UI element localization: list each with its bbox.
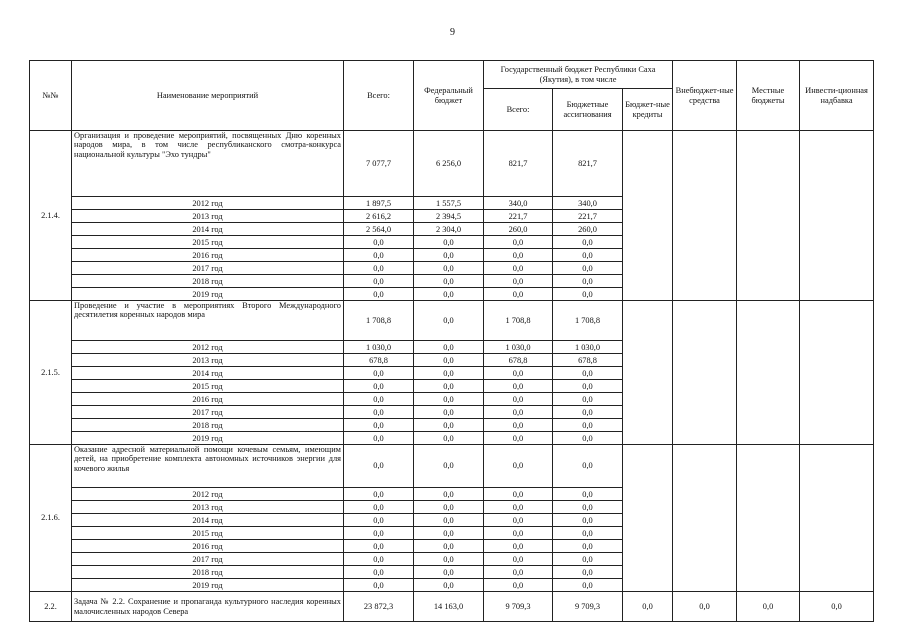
section-name: Оказание адресной материальной помощи кочевым семьям, имеющим детей, на приобретение комплекта автономных источников энергии для кочевого жилья: [72, 445, 344, 488]
header-name: Наименование мероприятий: [72, 61, 344, 131]
year-rep-total: 0,0: [484, 275, 553, 288]
year-rep-assign: 0,0: [553, 406, 623, 419]
year-federal: 1 557,5: [414, 197, 484, 210]
task-local: 0,0: [737, 592, 800, 622]
year-rep-total: 0,0: [484, 406, 553, 419]
year-label: 2013 год: [72, 501, 344, 514]
section-rep-credit: [623, 301, 673, 445]
year-label: 2016 год: [72, 249, 344, 262]
year-rep-assign: 0,0: [553, 566, 623, 579]
section-total: 0,0: [344, 445, 414, 488]
year-rep-assign: 340,0: [553, 197, 623, 210]
year-label: 2019 год: [72, 579, 344, 592]
year-rep-total: 0,0: [484, 249, 553, 262]
year-rep-assign: 0,0: [553, 432, 623, 445]
year-label: 2014 год: [72, 223, 344, 236]
year-total: 0,0: [344, 406, 414, 419]
section-federal: 6 256,0: [414, 131, 484, 197]
year-total: 0,0: [344, 514, 414, 527]
header-invest: Инвести-ционная надбавка: [800, 61, 874, 131]
year-total: 0,0: [344, 527, 414, 540]
year-federal: 0,0: [414, 527, 484, 540]
task-federal: 14 163,0: [414, 592, 484, 622]
year-rep-total: 260,0: [484, 223, 553, 236]
year-federal: 2 304,0: [414, 223, 484, 236]
task-extra: 0,0: [673, 592, 737, 622]
section-local: [737, 445, 800, 592]
header-federal: Федеральный бюджет: [414, 61, 484, 131]
page-number: 9: [450, 27, 455, 38]
section-rep-credit: [623, 131, 673, 301]
year-rep-assign: 0,0: [553, 236, 623, 249]
section-local: [737, 301, 800, 445]
year-rep-total: 678,8: [484, 354, 553, 367]
table-header: [30, 61, 874, 131]
year-federal: 0,0: [414, 288, 484, 301]
section-invest: [800, 301, 874, 445]
year-federal: 0,0: [414, 553, 484, 566]
year-rep-total: 0,0: [484, 419, 553, 432]
header-total: Всего:: [344, 61, 414, 131]
year-rep-assign: 0,0: [553, 393, 623, 406]
task-rep-total: 9 709,3: [484, 592, 553, 622]
year-total: 0,0: [344, 262, 414, 275]
year-total: 0,0: [344, 288, 414, 301]
year-total: 0,0: [344, 553, 414, 566]
year-label: 2015 год: [72, 380, 344, 393]
section-total: 7 077,7: [344, 131, 414, 197]
year-label: 2012 год: [72, 341, 344, 354]
year-rep-assign: 0,0: [553, 419, 623, 432]
task-total: 23 872,3: [344, 592, 414, 622]
year-rep-assign: 0,0: [553, 367, 623, 380]
year-total: 0,0: [344, 275, 414, 288]
year-total: 0,0: [344, 488, 414, 501]
year-label: 2016 год: [72, 393, 344, 406]
year-rep-total: 1 030,0: [484, 341, 553, 354]
year-total: 0,0: [344, 236, 414, 249]
header-rep-assign: Бюджетные ассигнования: [553, 89, 623, 131]
year-label: 2015 год: [72, 236, 344, 249]
year-federal: 0,0: [414, 341, 484, 354]
year-rep-total: 0,0: [484, 553, 553, 566]
year-federal: 0,0: [414, 501, 484, 514]
header-extra: Внебюджет-ные средства: [673, 61, 737, 131]
year-total: 0,0: [344, 367, 414, 380]
year-federal: 0,0: [414, 432, 484, 445]
year-rep-assign: 0,0: [553, 540, 623, 553]
year-rep-total: 0,0: [484, 393, 553, 406]
task-invest: 0,0: [800, 592, 874, 622]
year-total: 678,8: [344, 354, 414, 367]
year-rep-total: 0,0: [484, 514, 553, 527]
year-rep-assign: 0,0: [553, 275, 623, 288]
year-federal: 0,0: [414, 367, 484, 380]
year-federal: 0,0: [414, 249, 484, 262]
table-body: [30, 131, 874, 622]
section-invest: [800, 445, 874, 592]
section-code: 2.1.6.: [30, 445, 72, 592]
year-label: 2018 год: [72, 566, 344, 579]
year-total: 0,0: [344, 249, 414, 262]
year-label: 2013 год: [72, 354, 344, 367]
header-no: №№: [30, 61, 72, 131]
year-label: 2019 год: [72, 288, 344, 301]
year-total: 0,0: [344, 566, 414, 579]
year-label: 2012 год: [72, 488, 344, 501]
year-total: 0,0: [344, 432, 414, 445]
year-rep-assign: 0,0: [553, 553, 623, 566]
year-rep-assign: 678,8: [553, 354, 623, 367]
section-row: [30, 445, 874, 488]
year-rep-assign: 0,0: [553, 527, 623, 540]
year-total: 0,0: [344, 501, 414, 514]
task-rep-assign: 9 709,3: [553, 592, 623, 622]
section-federal: 0,0: [414, 445, 484, 488]
section-extra: [673, 445, 737, 592]
year-federal: 0,0: [414, 262, 484, 275]
section-code: 2.1.4.: [30, 131, 72, 301]
year-total: 0,0: [344, 380, 414, 393]
section-rep-total: 0,0: [484, 445, 553, 488]
year-federal: 2 394,5: [414, 210, 484, 223]
year-rep-total: 0,0: [484, 540, 553, 553]
year-federal: 0,0: [414, 488, 484, 501]
year-federal: 0,0: [414, 566, 484, 579]
year-total: 0,0: [344, 419, 414, 432]
year-rep-total: 0,0: [484, 488, 553, 501]
year-label: 2014 год: [72, 367, 344, 380]
year-rep-assign: 1 030,0: [553, 341, 623, 354]
header-rep-credit: Бюджет-ные кредиты: [623, 89, 673, 131]
year-rep-total: 0,0: [484, 262, 553, 275]
header-republic-group: Государственный бюджет Республики Саха (Якутия), в том числе: [484, 61, 673, 89]
year-rep-total: 221,7: [484, 210, 553, 223]
section-federal: 0,0: [414, 301, 484, 341]
year-rep-assign: 0,0: [553, 501, 623, 514]
year-rep-total: 0,0: [484, 432, 553, 445]
header-local: Местные бюджеты: [737, 61, 800, 131]
section-rep-assign: 821,7: [553, 131, 623, 197]
task-code: 2.2.: [30, 592, 72, 622]
year-total: 1 030,0: [344, 341, 414, 354]
section-row: [30, 301, 874, 341]
year-rep-assign: 0,0: [553, 262, 623, 275]
section-extra: [673, 131, 737, 301]
year-rep-assign: 0,0: [553, 380, 623, 393]
year-federal: 0,0: [414, 579, 484, 592]
year-total: 2 616,2: [344, 210, 414, 223]
year-federal: 0,0: [414, 514, 484, 527]
year-total: 0,0: [344, 540, 414, 553]
year-label: 2017 год: [72, 406, 344, 419]
section-invest: [800, 131, 874, 301]
year-total: 0,0: [344, 393, 414, 406]
task-name: Задача № 2.2. Сохранение и пропаганда культурного наследия коренных малочисленных народов Севера: [72, 592, 344, 622]
section-name: Проведение и участие в мероприятиях Второго Международного десятилетия коренных народов мира: [72, 301, 344, 341]
section-rep-assign: 1 708,8: [553, 301, 623, 341]
year-rep-assign: 0,0: [553, 488, 623, 501]
year-rep-total: 0,0: [484, 380, 553, 393]
year-label: 2017 год: [72, 553, 344, 566]
section-code: 2.1.5.: [30, 301, 72, 445]
section-extra: [673, 301, 737, 445]
section-local: [737, 131, 800, 301]
year-federal: 0,0: [414, 419, 484, 432]
section-rep-total: 821,7: [484, 131, 553, 197]
year-rep-total: 340,0: [484, 197, 553, 210]
year-rep-assign: 0,0: [553, 514, 623, 527]
year-rep-total: 0,0: [484, 566, 553, 579]
year-rep-total: 0,0: [484, 579, 553, 592]
year-rep-total: 0,0: [484, 527, 553, 540]
header-rep-total: Всего:: [484, 89, 553, 131]
year-federal: 0,0: [414, 540, 484, 553]
section-rep-assign: 0,0: [553, 445, 623, 488]
year-rep-assign: 0,0: [553, 579, 623, 592]
year-federal: 0,0: [414, 236, 484, 249]
year-rep-assign: 0,0: [553, 249, 623, 262]
year-label: 2016 год: [72, 540, 344, 553]
section-rep-total: 1 708,8: [484, 301, 553, 341]
year-label: 2018 год: [72, 419, 344, 432]
year-rep-total: 0,0: [484, 367, 553, 380]
year-total: 2 564,0: [344, 223, 414, 236]
section-row: [30, 131, 874, 197]
section-name: Организация и проведение мероприятий, посвященных Дню коренных народов мира, в том числе республиканского смотра-конкурса национальной культуры "Эхо тундры": [72, 131, 344, 197]
task-row: [30, 592, 874, 622]
year-federal: 0,0: [414, 380, 484, 393]
year-label: 2018 год: [72, 275, 344, 288]
year-label: 2014 год: [72, 514, 344, 527]
year-federal: 0,0: [414, 354, 484, 367]
year-label: 2013 год: [72, 210, 344, 223]
year-rep-assign: 221,7: [553, 210, 623, 223]
year-federal: 0,0: [414, 393, 484, 406]
year-label: 2015 год: [72, 527, 344, 540]
year-rep-assign: 260,0: [553, 223, 623, 236]
year-federal: 0,0: [414, 275, 484, 288]
year-rep-total: 0,0: [484, 236, 553, 249]
section-rep-credit: [623, 445, 673, 592]
year-federal: 0,0: [414, 406, 484, 419]
budget-table: [29, 60, 874, 622]
year-total: 0,0: [344, 579, 414, 592]
year-rep-total: 0,0: [484, 501, 553, 514]
year-total: 1 897,5: [344, 197, 414, 210]
year-rep-total: 0,0: [484, 288, 553, 301]
task-rep-credit: 0,0: [623, 592, 673, 622]
year-label: 2019 год: [72, 432, 344, 445]
year-rep-assign: 0,0: [553, 288, 623, 301]
year-label: 2012 год: [72, 197, 344, 210]
year-label: 2017 год: [72, 262, 344, 275]
section-total: 1 708,8: [344, 301, 414, 341]
